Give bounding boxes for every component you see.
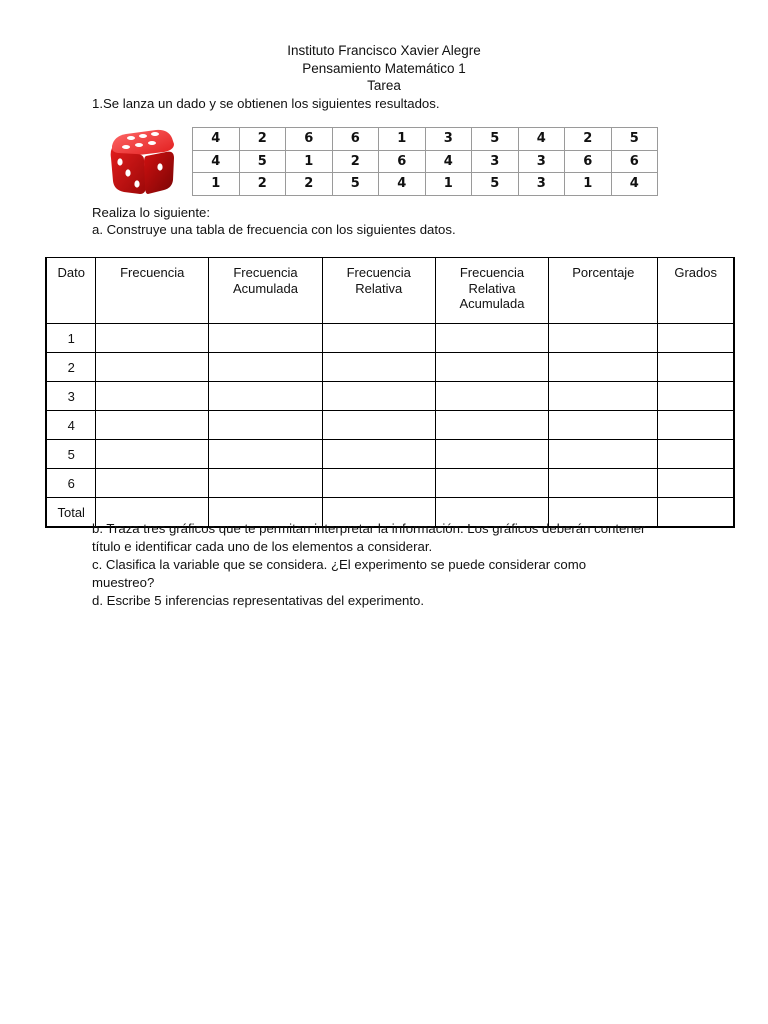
column-header xyxy=(322,258,435,324)
frequency-table-header-row xyxy=(46,258,734,324)
empty-answer-cell xyxy=(658,469,734,498)
table-row xyxy=(193,173,658,196)
frequency-table xyxy=(45,257,735,528)
empty-answer-cell xyxy=(209,324,323,353)
result-cell: 5 xyxy=(472,173,519,196)
row-label: 1 xyxy=(46,324,96,353)
row-label: Total xyxy=(46,498,96,528)
table-row xyxy=(46,440,734,469)
result-cell: 1 xyxy=(286,150,333,173)
row-label: 6 xyxy=(46,469,96,498)
column-header-line: Frecuencia xyxy=(233,265,298,280)
empty-answer-cell xyxy=(658,324,734,353)
empty-answer-cell xyxy=(96,440,209,469)
empty-answer-cell xyxy=(209,353,323,382)
empty-answer-cell xyxy=(96,324,209,353)
red-die-icon xyxy=(104,126,180,196)
result-cell: 5 xyxy=(239,150,286,173)
empty-answer-cell xyxy=(322,324,435,353)
empty-answer-cell xyxy=(435,353,549,382)
result-cell: 4 xyxy=(425,150,472,173)
column-header xyxy=(96,258,209,324)
table-row xyxy=(46,382,734,411)
empty-answer-cell xyxy=(435,440,549,469)
instruction-d: d. Escribe 5 inferencias representativas del experimento. xyxy=(92,593,425,608)
result-cell: 2 xyxy=(565,128,612,151)
column-header-line: Acumulada xyxy=(459,296,525,311)
result-cell: 5 xyxy=(611,128,658,151)
column-header-line: Dato xyxy=(57,265,85,280)
result-cell: 6 xyxy=(332,128,379,151)
dice-results-table xyxy=(192,127,658,196)
result-cell: 6 xyxy=(286,128,333,151)
empty-answer-cell xyxy=(96,469,209,498)
empty-answer-cell xyxy=(658,382,734,411)
empty-answer-cell xyxy=(322,469,435,498)
row-label: 4 xyxy=(46,411,96,440)
table-row xyxy=(46,324,734,353)
result-cell: 2 xyxy=(286,173,333,196)
row-label: 3 xyxy=(46,382,96,411)
empty-answer-cell xyxy=(549,440,658,469)
result-cell: 3 xyxy=(472,150,519,173)
result-cell: 2 xyxy=(239,128,286,151)
table-row xyxy=(193,150,658,173)
table-row xyxy=(193,128,658,151)
table-row xyxy=(46,353,734,382)
question-1-text: 1.Se lanza un dado y se obtienen los siguientes resultados. xyxy=(92,96,440,111)
result-cell: 2 xyxy=(239,173,286,196)
empty-answer-cell xyxy=(658,440,734,469)
empty-answer-cell xyxy=(435,411,549,440)
result-cell: 6 xyxy=(611,150,658,173)
document-type: Tarea xyxy=(367,78,401,93)
empty-answer-cell xyxy=(96,411,209,440)
column-header-line: Frecuencia xyxy=(459,265,525,280)
empty-answer-cell xyxy=(96,353,209,382)
empty-answer-cell xyxy=(96,382,209,411)
row-label: 5 xyxy=(46,440,96,469)
empty-answer-cell xyxy=(209,469,323,498)
column-header-line: Relativa xyxy=(468,280,516,296)
instruction-c: c. Clasifica la variable que se considera. ¿El experimento se puede considerar como muestreo? xyxy=(92,557,587,590)
table-row xyxy=(46,411,734,440)
subject-name: Pensamiento Matemático 1 xyxy=(302,60,466,76)
column-header-line: Frecuencia xyxy=(346,265,411,280)
instruction-b: b. Traza tres gráficos que te permitan interpretar la información. Los gráficos deberán contener título e identificar cada uno de los elementos a considerar. xyxy=(92,521,646,554)
column-header-line: Frecuencia xyxy=(120,265,185,280)
result-cell: 4 xyxy=(193,128,240,151)
result-cell: 4 xyxy=(611,173,658,196)
column-header xyxy=(658,258,734,324)
column-header-line: Grados xyxy=(674,265,717,280)
result-cell: 4 xyxy=(518,128,565,151)
result-cell: 3 xyxy=(518,173,565,196)
empty-answer-cell xyxy=(549,324,658,353)
result-cell: 5 xyxy=(332,173,379,196)
empty-answer-cell xyxy=(549,469,658,498)
column-header-line: Porcentaje xyxy=(572,265,635,280)
empty-answer-cell xyxy=(658,353,734,382)
empty-answer-cell xyxy=(435,382,549,411)
column-header xyxy=(209,258,323,324)
empty-answer-cell xyxy=(209,411,323,440)
result-cell: 6 xyxy=(379,150,426,173)
column-header xyxy=(435,258,549,324)
empty-answer-cell xyxy=(209,382,323,411)
result-cell: 4 xyxy=(379,173,426,196)
instruction-a: a. Construye una tabla de frecuencia con los siguientes datos. xyxy=(92,222,456,237)
empty-answer-cell xyxy=(549,353,658,382)
column-header-line: Relativa xyxy=(355,280,403,296)
result-cell: 1 xyxy=(565,173,612,196)
empty-answer-cell xyxy=(549,411,658,440)
empty-answer-cell xyxy=(658,498,734,528)
result-cell: 1 xyxy=(425,173,472,196)
empty-answer-cell xyxy=(322,411,435,440)
result-cell: 1 xyxy=(379,128,426,151)
column-header xyxy=(46,258,96,324)
table-row xyxy=(46,469,734,498)
document-header xyxy=(0,42,768,95)
empty-answer-cell xyxy=(435,324,549,353)
empty-answer-cell xyxy=(322,440,435,469)
result-cell: 3 xyxy=(425,128,472,151)
result-cell: 6 xyxy=(565,150,612,173)
column-header xyxy=(549,258,658,324)
result-cell: 4 xyxy=(193,150,240,173)
result-cell: 1 xyxy=(193,173,240,196)
row-label: 2 xyxy=(46,353,96,382)
empty-answer-cell xyxy=(209,440,323,469)
empty-answer-cell xyxy=(549,382,658,411)
result-cell: 5 xyxy=(472,128,519,151)
empty-answer-cell xyxy=(435,469,549,498)
result-cell: 2 xyxy=(332,150,379,173)
result-cell: 3 xyxy=(518,150,565,173)
institution-name: Instituto Francisco Xavier Alegre xyxy=(287,43,481,58)
empty-answer-cell xyxy=(658,411,734,440)
empty-answer-cell xyxy=(322,353,435,382)
empty-answer-cell xyxy=(322,382,435,411)
column-header-line: Acumulada xyxy=(232,280,298,296)
instructions-intro: Realiza lo siguiente: xyxy=(92,205,211,220)
